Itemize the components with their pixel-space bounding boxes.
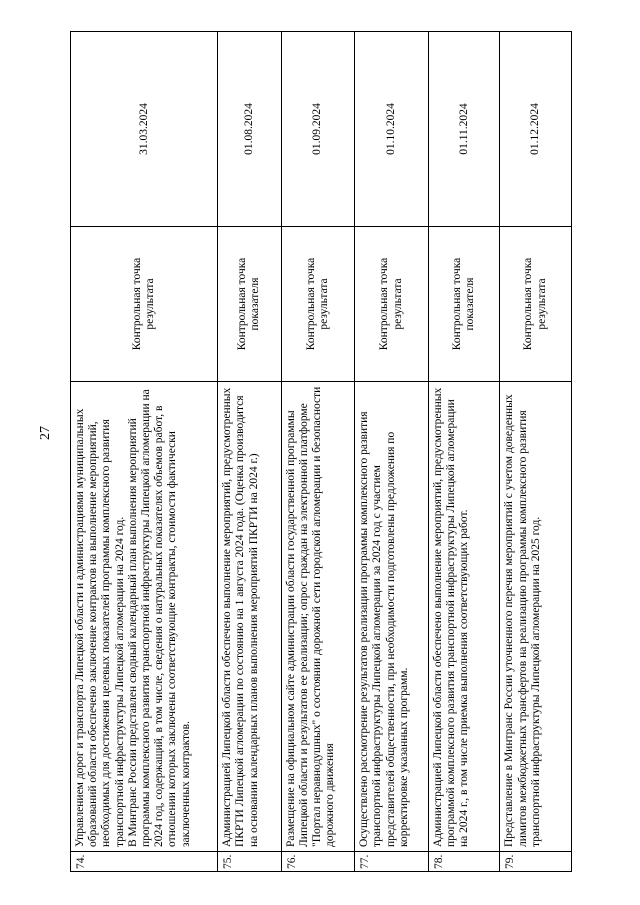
row-description: Представление в Минтранс России уточненного перечня мероприятий с учетом доведенных лимитов межбюджетных трансфертов на реализацию программы комплексного развития транспортной инфраструктуры Липецкой агломерации на 2025 год. [500, 382, 572, 852]
rotated-table-container [70, 32, 572, 872]
table-row [500, 32, 572, 872]
table-row [355, 32, 429, 872]
row-description: Осуществлено рассмотрение результатов реализации программы комплексного развития транспортной инфраструктуры Липецкой агломерации за 2024 год с участием представителей общественности, при необходимости подготовлены предложения по корректировке указанных программ. [355, 382, 429, 852]
row-number: 74. [71, 852, 218, 872]
row-number: 79. [500, 852, 572, 872]
row-description: Размещение на официальном сайте администрации области государственной программы Липецкой области и результатов ее реализации; опрос граждан на электронной платформе "Портал неравнодушных" о состоянии дорожной сети городской агломерации и безопасности дорожного движения [281, 382, 355, 852]
row-type: Контрольная точка результата [71, 227, 218, 382]
control-points-table [70, 31, 572, 872]
row-date: 01.08.2024 [218, 32, 281, 227]
row-description [71, 382, 218, 852]
row-description-text-2: В Минтранс России представлен сводный календарный план выполнения мероприятий программы комплексного развития транспортной инфраструктуры Липецкой агломерации на 2024 год, содержащий, в том числе, сведения о натуральных показателях объемов работ, в отношении которых заключены соответствующие контракты, стоимости фактически заключенных контрактов. [126, 389, 192, 847]
table-row [281, 32, 355, 872]
row-number: 76. [281, 852, 355, 872]
row-date: 31.03.2024 [71, 32, 218, 227]
table-row [71, 32, 218, 872]
row-type: Контрольная точка показателя [218, 227, 281, 382]
row-number: 78. [428, 852, 500, 872]
row-date: 01.12.2024 [500, 32, 572, 227]
row-description-text: Управлением дорог и транспорта Липецкой области и администрациями муниципальных образований области обеспечено заключение контрактов на выполнение мероприятий, необходимых для достижения целевых показателей программы комплексного развития транспортной инфраструктуры Липецкой агломерации на 2024 год. [74, 408, 126, 847]
row-description: Администрацией Липецкой области обеспечено выполнение мероприятий, предусмотренных ПКРТИ Липецкой агломерации по состоянию на 1 августа 2024 года. (Оценка производится на основании календарных планов выполнения мероприятий ПКРТИ на 2024 г.) [218, 382, 281, 852]
row-number: 77. [355, 852, 429, 872]
row-date: 01.09.2024 [281, 32, 355, 227]
row-type: Контрольная точка результата [355, 227, 429, 382]
table-row [218, 32, 281, 872]
row-number: 75. [218, 852, 281, 872]
row-type: Контрольная точка показателя [428, 227, 500, 382]
row-description: Администрацией Липецкой области обеспечено выполнение мероприятий, предусмотренных программой комплексного развития транспортной инфраструктуры Липецкой агломерации на 2024 г., в том числе приемка выполнения соответствующих работ. [428, 382, 500, 852]
row-type: Контрольная точка результата [500, 227, 572, 382]
row-type: Контрольная точка результата [281, 227, 355, 382]
row-date: 01.11.2024 [428, 32, 500, 227]
row-date: 01.10.2024 [355, 32, 429, 227]
table-row [428, 32, 500, 872]
page-number: 27 [38, 426, 53, 440]
